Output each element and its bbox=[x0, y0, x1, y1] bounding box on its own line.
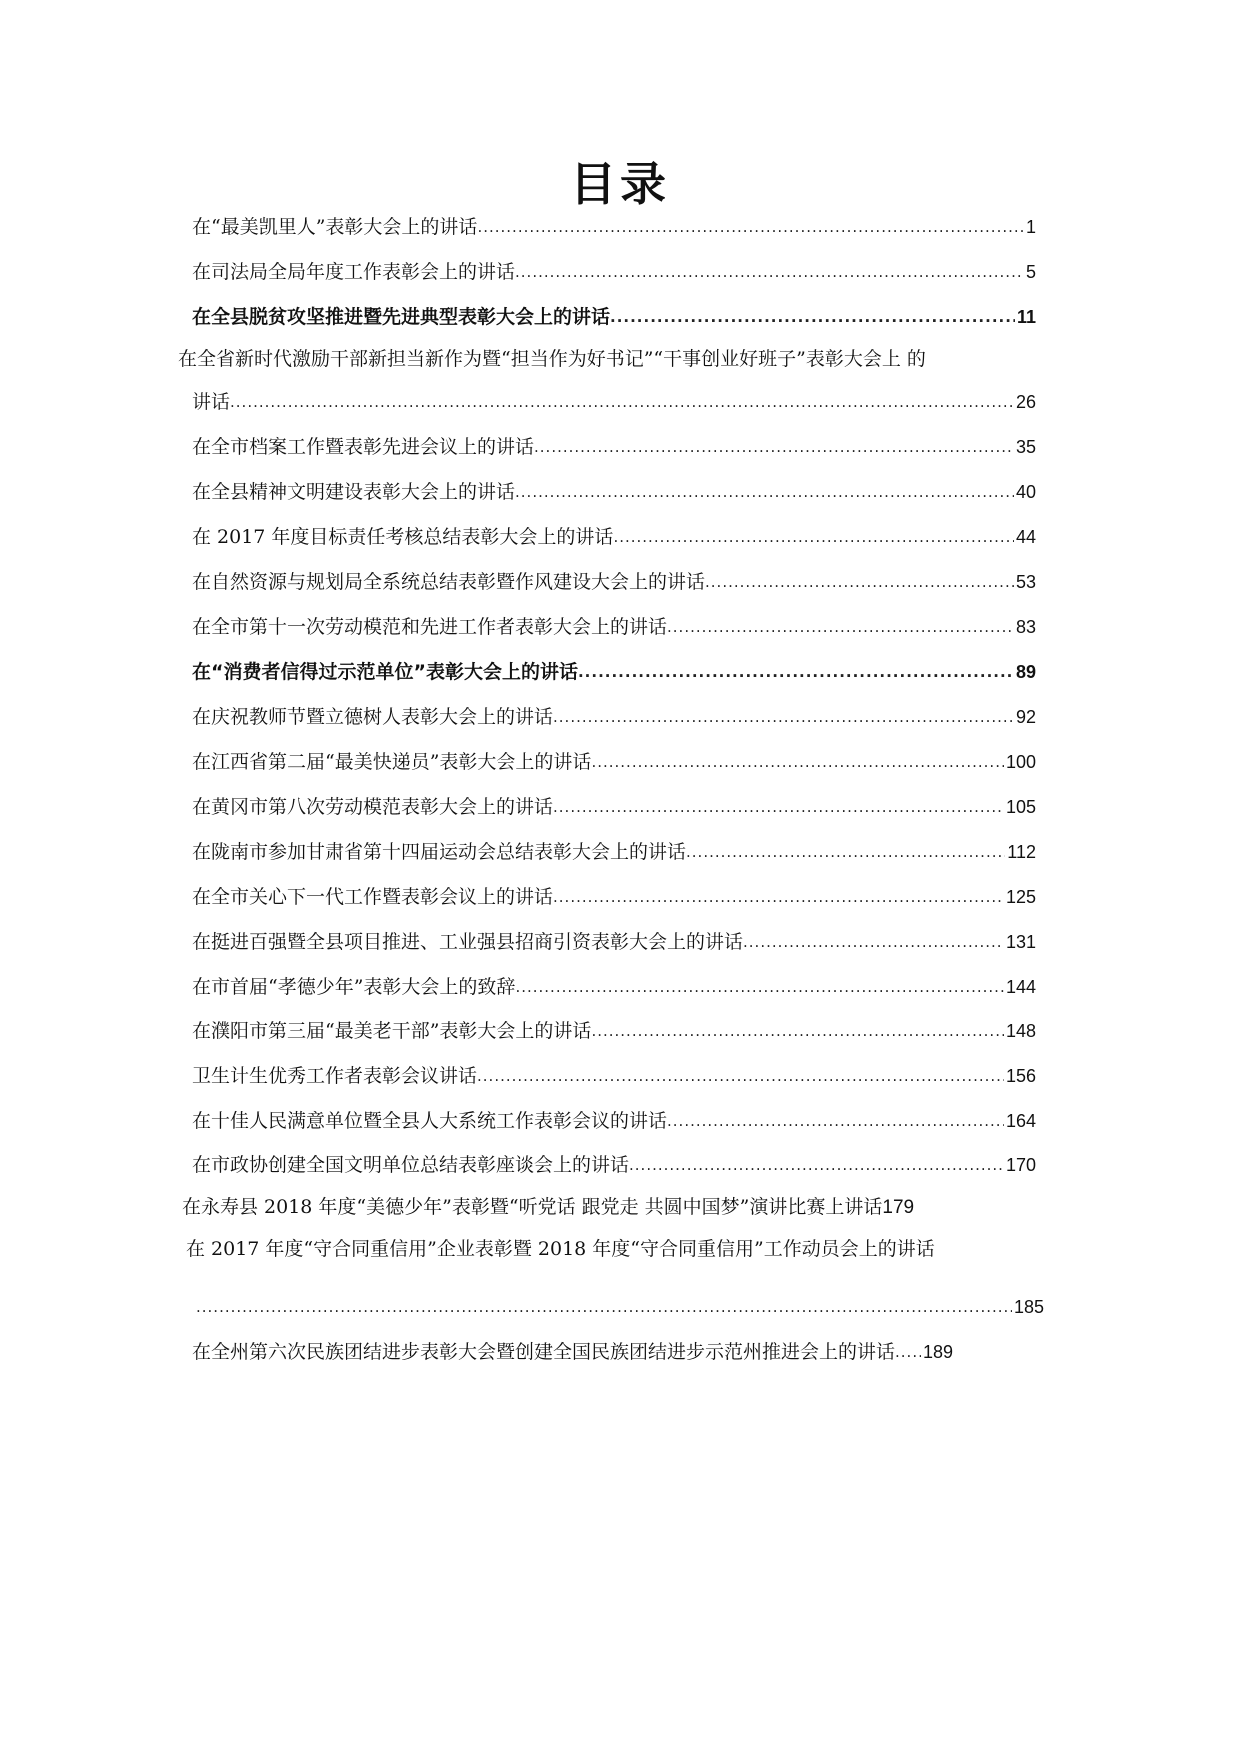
toc-entry-title: 在全县精神文明建设表彰大会上的讲话 bbox=[192, 481, 516, 503]
toc-entry[interactable] bbox=[192, 257, 1036, 287]
toc-entry[interactable] bbox=[192, 612, 1036, 642]
toc-entry-page: 189 bbox=[923, 1342, 954, 1362]
toc-entry[interactable] bbox=[182, 1192, 914, 1223]
toc-entry-title-line1: 在 2017 年度“守合同重信用”企业表彰暨 2018 年度“守合同重信用”工作动员会上的讲话 bbox=[186, 1238, 935, 1260]
toc-leader bbox=[230, 387, 1014, 417]
toc-leader bbox=[591, 1016, 1004, 1046]
toc-entry[interactable] bbox=[192, 1150, 1036, 1180]
toc-entry-title: 在自然资源与规划局全系统总结表彰暨作风建设大会上的讲话 bbox=[192, 571, 706, 593]
toc-entry[interactable] bbox=[192, 477, 1036, 507]
toc-entry-page: 11 bbox=[1016, 307, 1036, 327]
toc-entry[interactable] bbox=[192, 302, 1036, 332]
toc-entry[interactable] bbox=[192, 657, 1036, 687]
toc-entry-page: 156 bbox=[1005, 1066, 1036, 1086]
toc-entry-page: 83 bbox=[1015, 617, 1036, 637]
toc-entry-title: 在全市关心下一代工作暨表彰会议上的讲话 bbox=[192, 886, 554, 908]
toc-entry-page: 125 bbox=[1005, 887, 1036, 907]
toc-entry-title: 在陇南市参加甘肃省第十四届运动会总结表彰大会上的讲话 bbox=[192, 841, 687, 863]
toc-entry-page: 164 bbox=[1005, 1111, 1036, 1131]
toc-entry-page: 100 bbox=[1005, 752, 1036, 772]
toc-entry[interactable] bbox=[192, 927, 1036, 957]
toc-entry[interactable] bbox=[192, 212, 1036, 242]
toc-leader bbox=[686, 837, 1005, 867]
toc-entry[interactable] bbox=[192, 1337, 1054, 1367]
toc-leader bbox=[629, 1150, 1004, 1180]
page-title: 目录 bbox=[570, 157, 670, 211]
toc-entry-page: 89 bbox=[1015, 662, 1036, 682]
toc-entry-page: 5 bbox=[1025, 262, 1036, 282]
toc-entry-title: 在司法局全局年度工作表彰会上的讲话 bbox=[192, 261, 516, 283]
toc-entry-page: 26 bbox=[1015, 392, 1036, 412]
toc-entry[interactable] bbox=[192, 747, 1036, 777]
toc-entry[interactable] bbox=[192, 567, 1036, 597]
toc-leader bbox=[553, 792, 1004, 822]
toc-entry-title: 在“最美凯里人”表彰大会上的讲话 bbox=[192, 216, 478, 238]
toc-entry-page: 44 bbox=[1015, 527, 1036, 547]
toc-entry-title: 卫生计生优秀工作者表彰会议讲话 bbox=[192, 1065, 478, 1087]
toc-entry[interactable] bbox=[192, 1061, 1036, 1091]
toc-leader bbox=[515, 257, 1024, 287]
toc-entry-page: 40 bbox=[1015, 482, 1036, 502]
toc-entry-page: 179 bbox=[882, 1197, 915, 1218]
toc-entry-page: 185 bbox=[1013, 1297, 1044, 1317]
toc-entry-title: 在 2017 年度目标责任考核总结表彰大会上的讲话 bbox=[192, 526, 614, 548]
toc-entry-title: 在全市第十一次劳动模范和先进工作者表彰大会上的讲话 bbox=[192, 616, 668, 638]
toc-entry-title: 在全市档案工作暨表彰先进会议上的讲话 bbox=[192, 436, 535, 458]
toc-entry-title: 在十佳人民满意单位暨全县人大系统工作表彰会议的讲话 bbox=[192, 1110, 668, 1132]
toc-entry-page: 170 bbox=[1005, 1155, 1036, 1175]
toc-entry-title: 在永寿县 2018 年度“美德少年”表彰暨“听党话 跟党走 共圆中国梦”演讲比赛上讲话 bbox=[182, 1196, 883, 1218]
toc-leader bbox=[578, 657, 1014, 687]
toc-entry[interactable] bbox=[192, 1106, 1036, 1136]
toc-leader bbox=[534, 432, 1014, 462]
toc-leader bbox=[667, 1106, 1004, 1136]
toc-entry[interactable] bbox=[192, 522, 1036, 552]
toc-leader bbox=[477, 212, 1024, 242]
toc-entry-title: 在濮阳市第三届“最美老干部”表彰大会上的讲话 bbox=[192, 1020, 592, 1042]
toc-entry-title: 在全县脱贫攻坚推进暨先进典型表彰大会上的讲话 bbox=[192, 306, 611, 328]
toc-leader bbox=[515, 477, 1014, 507]
toc-entry[interactable] bbox=[192, 432, 1036, 462]
toc-entry-page: 105 bbox=[1005, 797, 1036, 817]
toc-entry[interactable] bbox=[192, 1016, 1036, 1046]
toc-entry[interactable] bbox=[192, 837, 1036, 867]
toc-entry-title-line1: 在全省新时代激励干部新担当新作为暨“担当作为好书记”“干事创业好班子”表彰大会上 的 bbox=[178, 348, 926, 370]
toc-entry[interactable] bbox=[192, 882, 1036, 912]
toc-entry-title: 讲话 bbox=[192, 391, 231, 413]
toc-entry[interactable] bbox=[192, 972, 1036, 1002]
toc-entry-title: 在市首届“孝德少年”表彰大会上的致辞 bbox=[192, 976, 516, 998]
toc-entry-page: 144 bbox=[1005, 977, 1036, 997]
toc-entry-title: 在全州第六次民族团结进步表彰大会暨创建全国民族团结进步示范州推进会上的讲话 bbox=[192, 1341, 896, 1363]
toc-entry-page: 35 bbox=[1015, 437, 1036, 457]
toc-entry-title: 在挺进百强暨全县项目推进、工业强县招商引资表彰大会上的讲话 bbox=[192, 931, 744, 953]
toc-entry-page: 131 bbox=[1005, 932, 1036, 952]
toc-leader bbox=[553, 702, 1014, 732]
toc-leader bbox=[477, 1061, 1004, 1091]
toc-entry-page: 112 bbox=[1007, 842, 1036, 862]
toc-entry-title: 在市政协创建全国文明单位总结表彰座谈会上的讲话 bbox=[192, 1154, 630, 1176]
toc-leader bbox=[743, 927, 1004, 957]
toc-leader bbox=[895, 1337, 921, 1367]
toc-entry-page: 92 bbox=[1015, 707, 1036, 727]
toc-leader bbox=[591, 747, 1004, 777]
toc-entry-page: 148 bbox=[1005, 1021, 1036, 1041]
toc-entry-title: 在黄冈市第八次劳动模范表彰大会上的讲话 bbox=[192, 796, 554, 818]
toc-leader bbox=[613, 522, 1014, 552]
toc-leader bbox=[196, 1292, 1012, 1322]
toc-leader bbox=[667, 612, 1014, 642]
toc-entry-page: 53 bbox=[1015, 572, 1036, 592]
toc-entry-title: 在江西省第二届“最美快递员”表彰大会上的讲话 bbox=[192, 751, 592, 773]
toc-entry-page: 1 bbox=[1025, 217, 1036, 237]
toc-entry[interactable] bbox=[192, 792, 1036, 822]
toc-entry[interactable] bbox=[192, 387, 1036, 417]
toc-leader bbox=[705, 567, 1014, 597]
toc-entry-title: 在庆祝教师节暨立德树人表彰大会上的讲话 bbox=[192, 706, 554, 728]
toc-entry[interactable] bbox=[192, 702, 1036, 732]
toc-leader bbox=[553, 882, 1004, 912]
toc-entry-title: 在“消费者信得过示范单位”表彰大会上的讲话 bbox=[192, 661, 578, 683]
toc-leader bbox=[610, 302, 1015, 332]
toc-leader bbox=[515, 972, 1004, 1002]
toc-entry[interactable] bbox=[196, 1292, 1044, 1322]
